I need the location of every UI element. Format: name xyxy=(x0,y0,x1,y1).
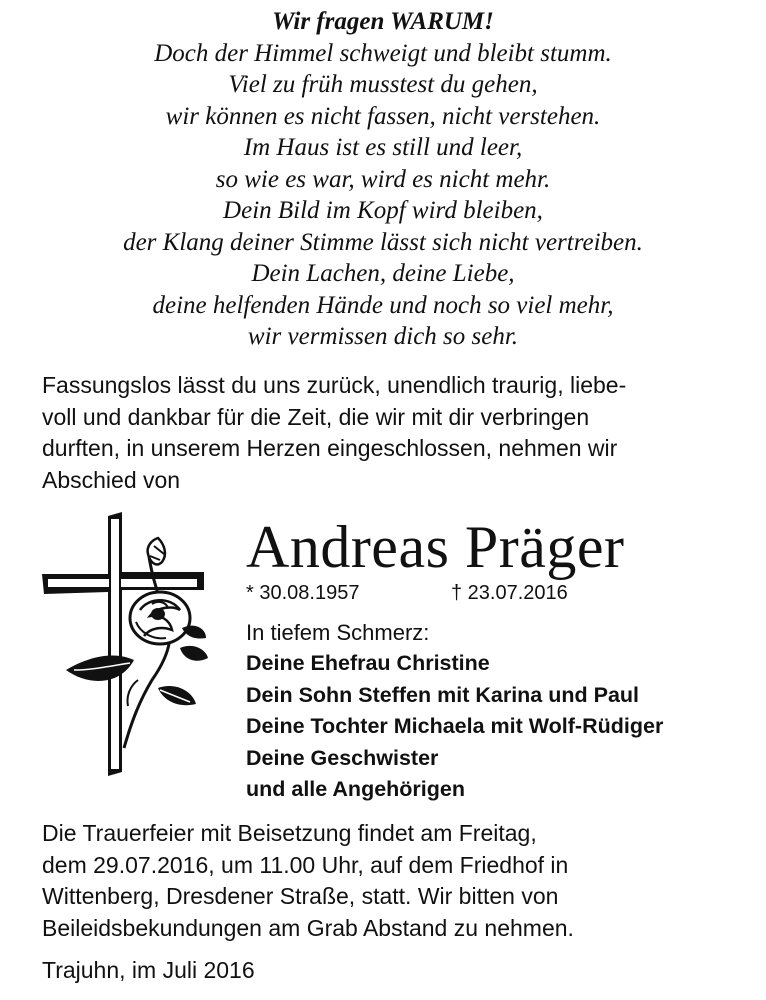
mourner-line: Deine Geschwister xyxy=(246,745,439,770)
poem-line: deine helfenden Hände und noch so viel mehr, xyxy=(152,291,614,319)
poem-line: wir vermissen dich so sehr. xyxy=(247,323,519,350)
intro-paragraph xyxy=(42,370,742,496)
poem xyxy=(0,6,766,353)
poem-line: so wie es war, wird es nicht mehr. xyxy=(215,165,551,193)
poem-line: Doch der Himmel schweigt und bleibt stumm. xyxy=(154,39,612,67)
cross-with-rose-icon xyxy=(40,510,208,780)
poem-line: Dein Bild im Kopf wird bleiben, xyxy=(223,197,543,224)
death-date: † 23.07.2016 xyxy=(451,582,568,604)
poem-line: Im Haus ist es still und leer, xyxy=(243,134,523,161)
ceremony-line: Beileidsbekundungen am Grab Abstand zu nehmen. xyxy=(42,914,574,941)
intro-line: Fassungslos lässt du uns zurück, unendlich traurig, liebe- xyxy=(42,372,627,398)
poem-line: Viel zu früh musstest du gehen, xyxy=(228,71,538,98)
place-and-date: Trajuhn, im Juli 2016 xyxy=(42,957,255,983)
birth-date: * 30.08.1957 xyxy=(246,582,360,604)
mourners-label: In tiefem Schmerz: xyxy=(246,620,430,645)
life-dates xyxy=(246,580,568,606)
mourner-line: Deine Tochter Michaela mit Wolf-Rüdiger xyxy=(246,714,664,738)
poem-line: wir können es nicht fassen, nicht verstehen. xyxy=(165,102,601,130)
mourner-line: Deine Ehefrau Christine xyxy=(246,651,490,675)
intro-line: Abschied von xyxy=(42,466,181,493)
poem-line: der Klang deiner Stimme lässt sich nicht vertreiben. xyxy=(123,228,643,256)
poem-line: Dein Lachen, deine Liebe, xyxy=(251,260,515,287)
ceremony-line: Die Trauerfeier mit Beisetzung findet am Freitag, xyxy=(42,820,537,846)
intro-line: durften, in unserem Herzen eingeschlossen, nehmen wir xyxy=(42,435,618,461)
ceremony-line: dem 29.07.2016, um 11.00 Uhr, auf dem Friedhof in xyxy=(42,851,569,878)
mourner-line: und alle Angehörigen xyxy=(246,777,465,801)
intro-line: voll und dankbar für die Zeit, die wir mit dir verbringen xyxy=(42,403,590,430)
deceased-name: Andreas Präger xyxy=(246,514,625,580)
mourners-list xyxy=(246,648,663,806)
mourner-line: Dein Sohn Steffen mit Karina und Paul xyxy=(246,682,640,707)
ceremony-paragraph xyxy=(42,818,742,944)
poem-heading: Wir fragen WARUM! xyxy=(272,8,494,35)
ceremony-line: Wittenberg, Dresdener Straße, statt. Wir bitten von xyxy=(42,883,559,909)
